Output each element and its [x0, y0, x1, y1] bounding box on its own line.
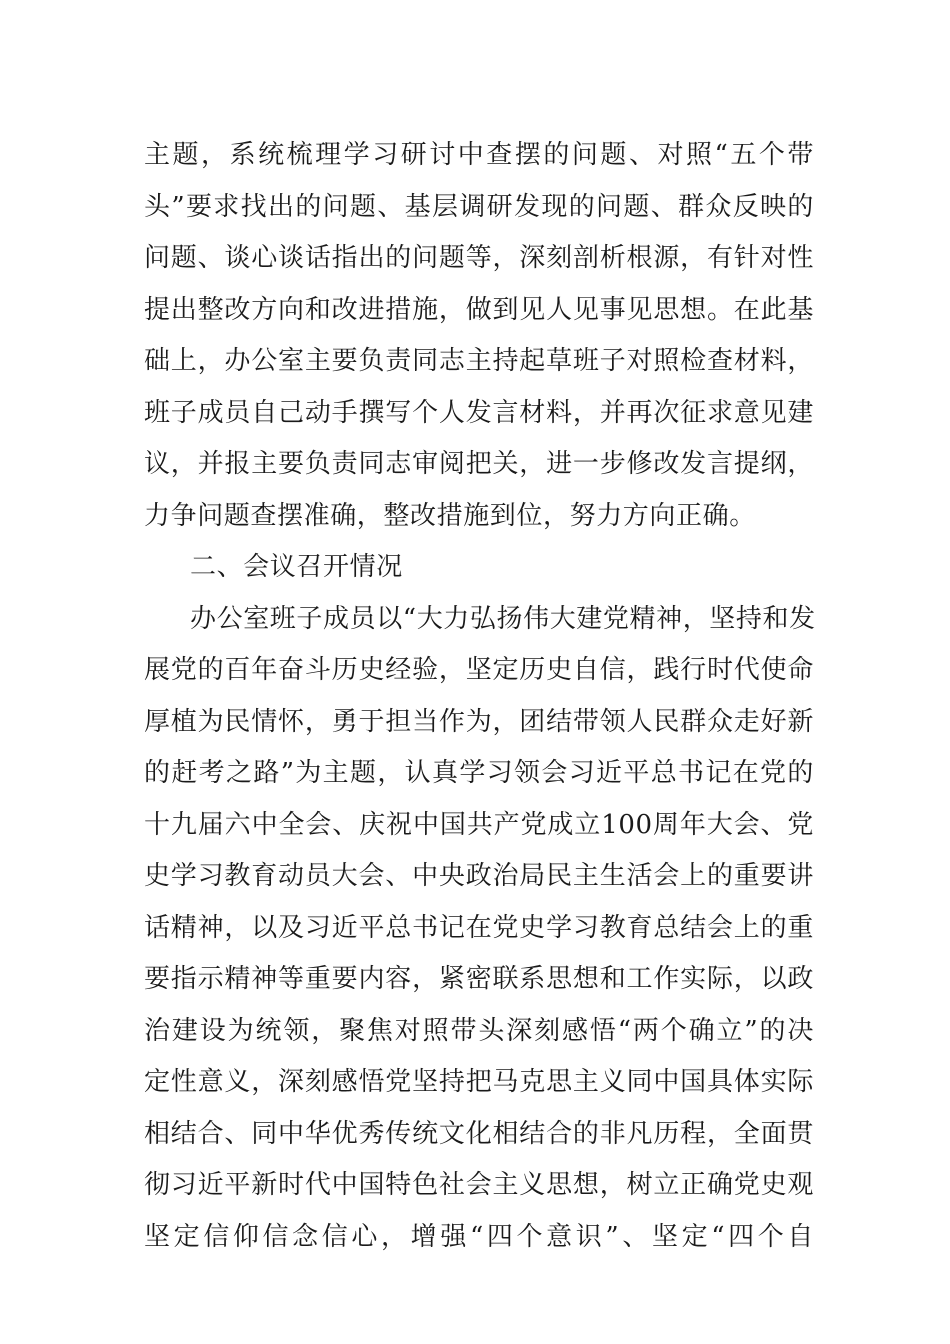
paragraph-line: 厚植为民情怀，勇于担当作为，团结带领人民群众走好新	[144, 706, 814, 737]
body-text	[144, 130, 814, 1263]
paragraph-line: 问题、谈心谈话指出的问题等，深刻剖析根源，有针对性	[144, 243, 814, 273]
paragraph-line: 展党的百年奋斗历史经验，坚定历史自信，践行时代使命	[144, 655, 814, 685]
section-heading: 二、会议召开情况	[190, 552, 403, 582]
paragraph-line: 主题，系统梳理学习研讨中查摆的问题、对照“五个带	[144, 140, 814, 170]
paragraph-line: 定性意义，深刻感悟党坚持把马克思主义同中国具体实际	[144, 1067, 814, 1097]
paragraph-line: 话精神，以及习近平总书记在党史学习教育总结会上的重	[144, 912, 814, 943]
paragraph-line: 十九届六中全会、庆祝中国共产党成立100周年大会、党	[144, 809, 814, 840]
paragraph-line: 力争问题查摆准确，整改措施到位，努力方向正确。	[144, 500, 756, 531]
paragraph-line: 坚定信仰信念信心，增强“四个意识”、坚定“四个自	[144, 1221, 814, 1252]
paragraph-line: 治建设为统领，聚焦对照带头深刻感悟“两个确立”的决	[144, 1015, 814, 1046]
paragraph-line: 要指示精神等重要内容，紧密联系思想和工作实际，以政	[144, 964, 814, 994]
paragraph-line: 史学习教育动员大会、中央政治局民主生活会上的重要讲	[144, 861, 814, 891]
paragraph-line: 办公室班子成员以“大力弘扬伟大建党精神，坚持和发	[190, 603, 816, 634]
paragraph-line: 提出整改方向和改进措施，做到见人见事见思想。在此基	[144, 294, 814, 325]
paragraph-line: 头”要求找出的问题、基层调研发现的问题、群众反映的	[144, 191, 814, 222]
paragraph-line: 础上，办公室主要负责同志主持起草班子对照检查材料，	[144, 346, 814, 376]
paragraph-line: 相结合、同中华优秀传统文化相结合的非凡历程，全面贯	[144, 1118, 814, 1149]
paragraph-line: 彻习近平新时代中国特色社会主义思想，树立正确党史观	[144, 1170, 814, 1200]
paragraph-line: 的赶考之路”为主题，认真学习领会习近平总书记在党的	[144, 758, 814, 788]
paragraph-line: 班子成员自己动手撰写个人发言材料，并再次征求意见建	[144, 397, 814, 428]
paragraph-line: 议，并报主要负责同志审阅把关，进一步修改发言提纲，	[144, 449, 814, 479]
